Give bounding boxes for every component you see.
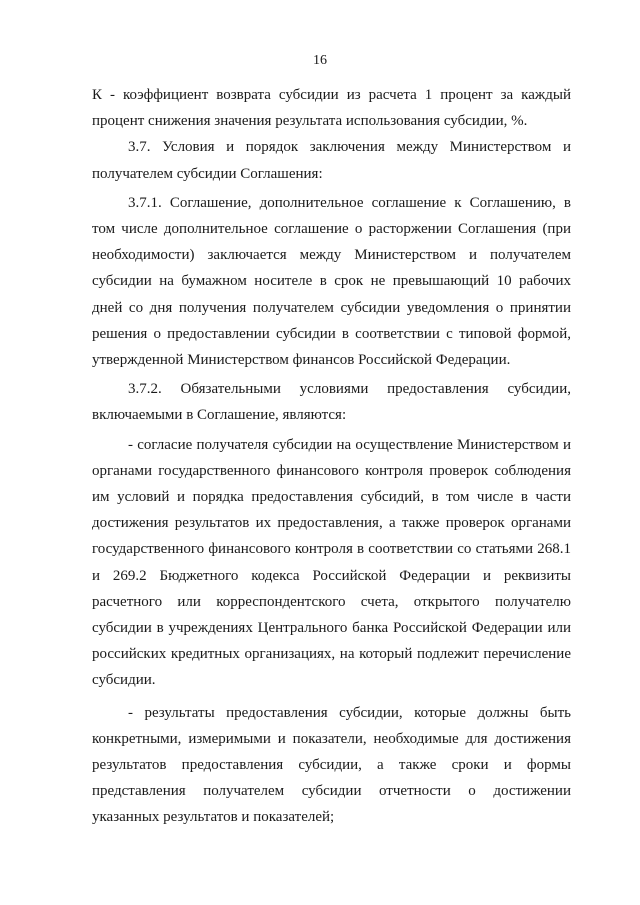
paragraph-consent-condition: - согласие получателя субсидии на осуществление Министерством и органами государственного финансового контроля проверок соблюдения им условий и порядка предоставления субсидий, в том числе в части достижения результатов их предоставления, а также проверок органами государственного финансового контроля в соответствии со статьями 268.1 и 269.2 Бюджетного кодекса Российской Федерации и реквизиты расчетного или корреспондентского счета, открытого получателю субсидии в учреждениях Центрального банка Российской Федерации или российских кредитных организациях, на который подлежит перечисление субсидии. (92, 436, 571, 689)
paragraph-section-3-7-1: 3.7.1. Соглашение, дополнительное соглашение к Соглашению, в том числе дополнительное соглашение о расторжении Соглашения (при необходимости) заключается между Министерством и получателем субсидии на бумажном носителе в срок не превышающий 10 рабочих дней со дня получения получателем субсидии уведомления о принятии решения о предоставлении субсидии в соответствии с типовой формой, утвержденной Министерством финансов Российской Федерации. (92, 194, 571, 369)
paragraph-coefficient-definition: К - коэффициент возврата субсидии из расчета 1 процент за каждый процент снижения значения результата использования субсидии, %. (92, 87, 571, 130)
document-body (92, 82, 571, 831)
paragraph-results-condition: - результаты предоставления субсидии, которые должны быть конкретными, измеримыми и показатели, необходимые для достижения результатов предоставления субсидии, а также сроки и формы представления получателем субсидии отчетности о достижении указанных результатов и показателей; (92, 704, 571, 826)
paragraph-section-3-7-2: 3.7.2. Обязательными условиями предоставления субсидии, включаемыми в Соглашение, являются: (92, 381, 571, 424)
paragraph-section-3-7: 3.7. Условия и порядок заключения между Министерством и получателем субсидии Соглашения: (92, 139, 571, 182)
page-number: 16 (313, 53, 327, 68)
